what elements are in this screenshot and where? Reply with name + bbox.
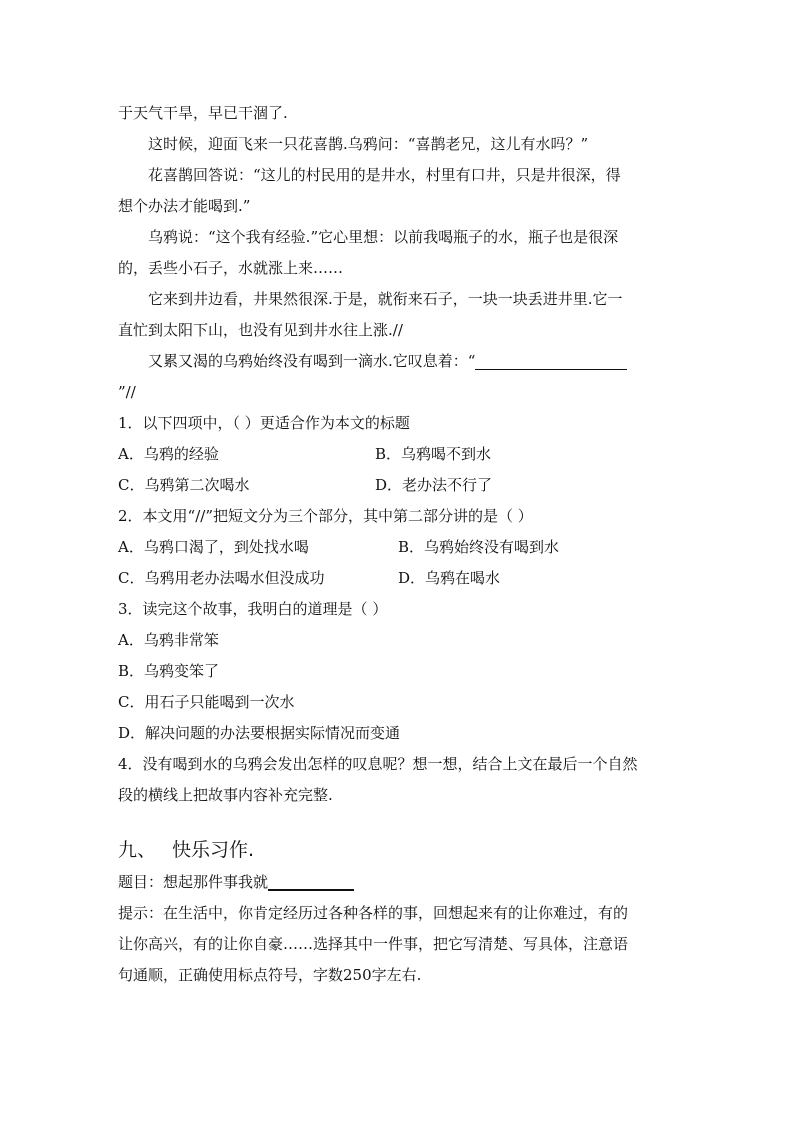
- option-b: B．乌鸦变笨了: [118, 662, 220, 680]
- passage-line: 乌鸦说：“这个我有经验.”它心里想：以前我喝瓶子的水，瓶子也是很深: [148, 228, 619, 246]
- options-row: [118, 439, 678, 470]
- question-stem: 2．本文用“//”把短文分为三个部分，其中第二部分讲的是（ ）: [118, 507, 533, 525]
- essay-tip-line: 让你高兴，有的让你自豪……选择其中一件事，把它写清楚、写具体，注意语: [118, 935, 629, 953]
- essay-tip-line: 提示：在生活中，你肯定经历过各种各样的事，回想起来有的让你难过，有的: [118, 904, 629, 922]
- essay-topic-label: 题目：想起那件事我就: [118, 873, 269, 891]
- passage-line: 的，丢些小石子，水就涨上来……: [118, 259, 344, 277]
- options-row: [118, 563, 678, 594]
- option-c: C．用石子只能喝到一次水: [118, 693, 295, 711]
- option-d: D．乌鸦在喝水: [398, 569, 501, 587]
- option-a: A．乌鸦口渴了，到处找水喝: [118, 538, 309, 556]
- passage-line: 它来到井边看，井果然很深.于是，就衔来石子，一块一块丢进井里.它一: [148, 290, 623, 308]
- essay-tip-line: 句通顺，正确使用标点符号，字数250字左右.: [118, 966, 422, 984]
- option-c: C．乌鸦第二次喝水: [118, 476, 250, 494]
- question-stem: 4．没有喝到水的乌鸦会发出怎样的叹息呢？想一想，结合上文在最后一个自然: [118, 755, 638, 773]
- question-stem-continued: 段的横线上把故事内容补充完整.: [118, 786, 333, 804]
- passage-line-with-blank: [118, 346, 678, 377]
- options-row: [118, 470, 678, 501]
- option-d: D．老办法不行了: [375, 476, 493, 494]
- document-page: [118, 98, 678, 991]
- option-a: A．乌鸦的经验: [118, 445, 219, 463]
- passage-text: 又累又渴的乌鸦始终没有喝到一滴水.它叹息着：“: [148, 352, 476, 370]
- passage-line: 这时候，迎面飞来一只花喜鹊.乌鸦问：“喜鹊老兄，这儿有水吗？”: [148, 135, 589, 153]
- section-title: 快乐习作.: [172, 839, 255, 861]
- essay-title-blank[interactable]: [268, 872, 354, 891]
- question-stem: 1．以下四项中，（ ）更适合作为本文的标题: [118, 414, 410, 432]
- passage-line: 于天气干旱，早已干涸了.: [118, 104, 288, 122]
- option-a: A．乌鸦非常笨: [118, 631, 219, 649]
- option-d: D．解决问题的办法要根据实际情况而变通: [118, 724, 401, 742]
- option-c: C．乌鸦用老办法喝水但没成功: [118, 569, 325, 587]
- options-row: [118, 532, 678, 563]
- answer-blank[interactable]: [475, 351, 627, 370]
- question-stem: 3．读完这个故事，我明白的道理是（ ）: [118, 600, 388, 618]
- section-heading: [118, 833, 678, 867]
- passage-line: 想个办法才能喝到.”: [118, 197, 251, 215]
- essay-topic: [118, 867, 678, 898]
- section-number: 九、: [118, 839, 157, 861]
- passage-line: 直忙到太阳下山，也没有见到井水往上涨.//: [118, 321, 403, 339]
- option-b: B．乌鸦喝不到水: [375, 445, 492, 463]
- passage-line: ”//: [118, 383, 136, 401]
- spacer: [118, 811, 678, 833]
- option-b: B．乌鸦始终没有喝到水: [398, 538, 560, 556]
- passage-line: 花喜鹊回答说：“这儿的村民用的是井水，村里有口井，只是井很深，得: [148, 166, 621, 184]
